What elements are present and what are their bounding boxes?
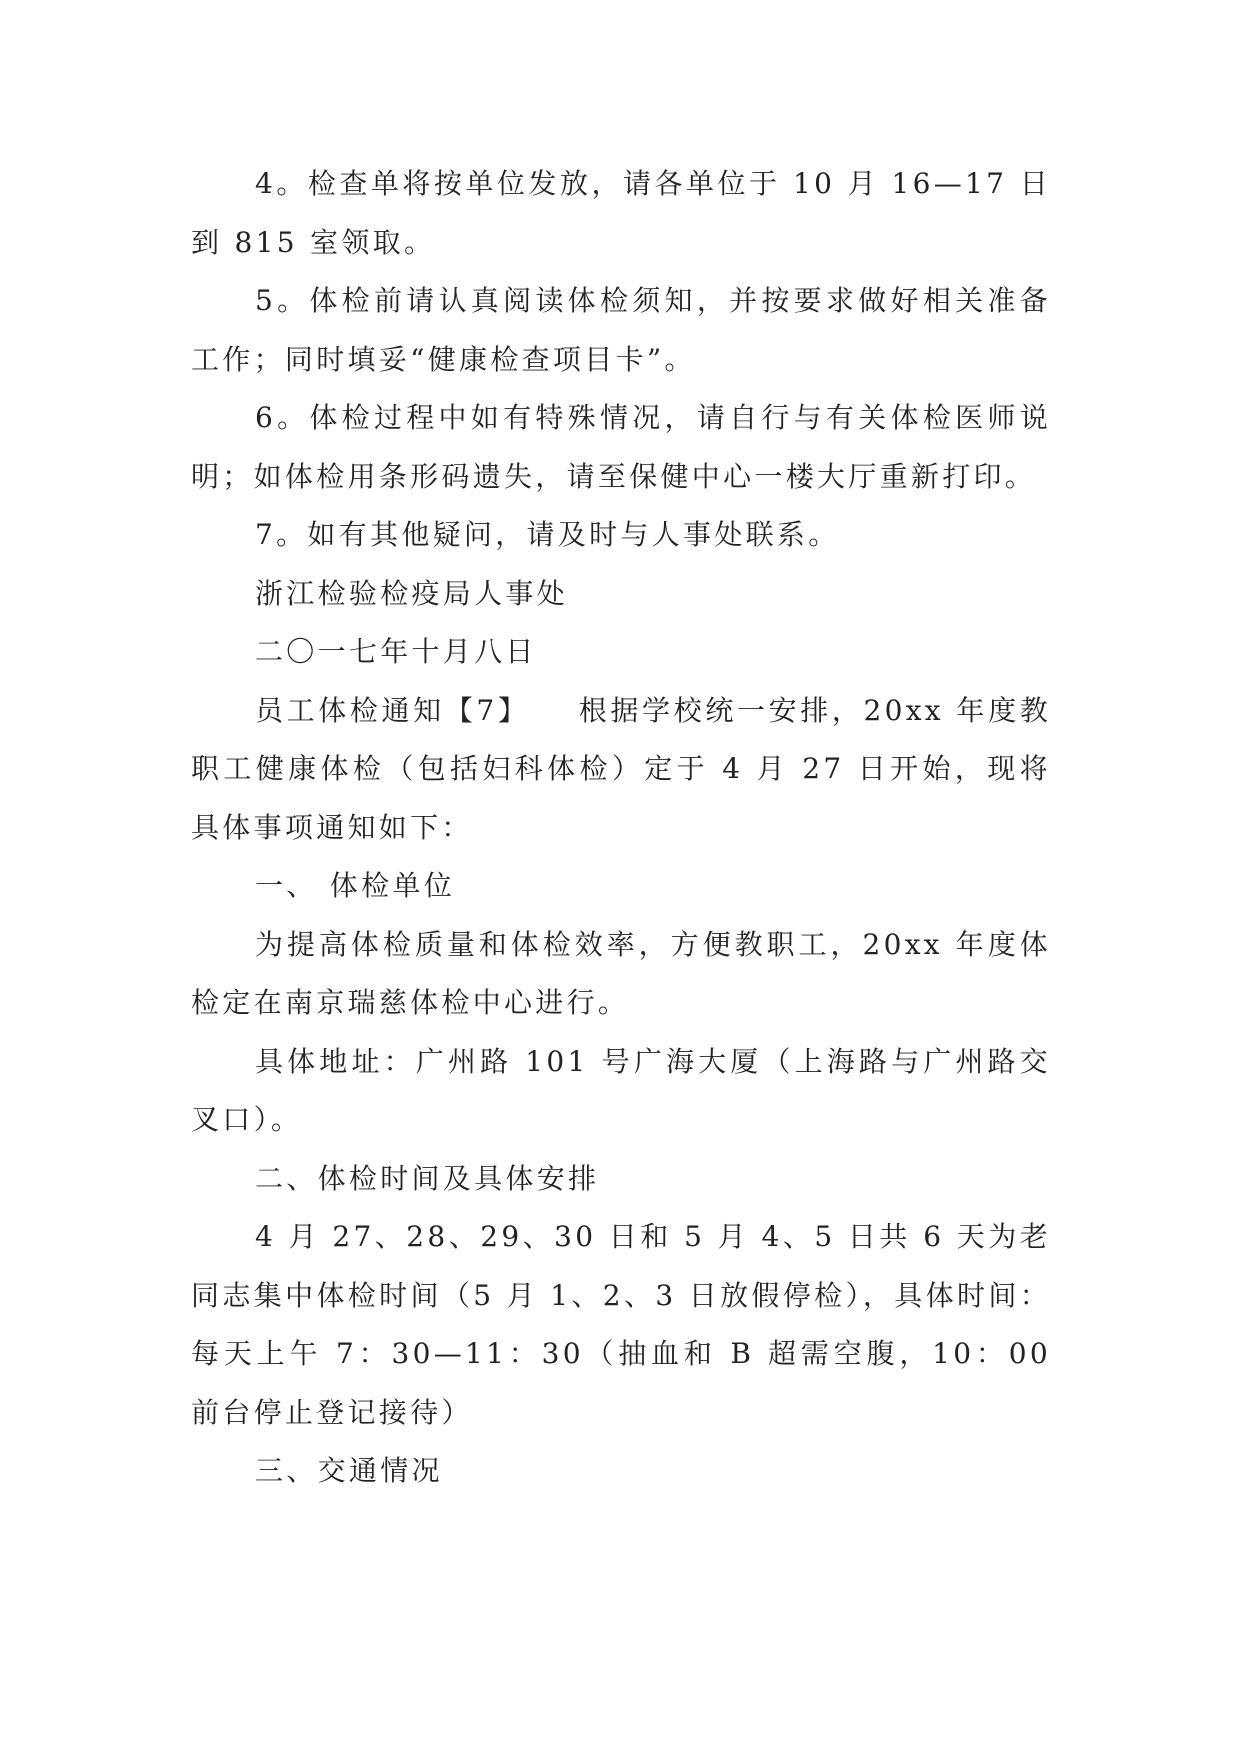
paragraph-item-6: 6。体检过程中如有特殊情况，请自行与有关体检医师说明；如体检用条形码遗失，请至保健中心一楼大厅重新打印。 xyxy=(191,401,1051,493)
notice-intro: 员工体检通知【7】 根据学校统一安排，20xx 年度教职工健康体检（包括妇科体检）定于 4 月 27 日开始，现将具体事项通知如下： xyxy=(191,693,1051,844)
paragraph-item-5: 5。体检前请认真阅读体检须知，并按要求做好相关准备工作；同时填妥“健康检查项目卡”。 xyxy=(191,284,1051,376)
section-heading-3: 三、交通情况 xyxy=(255,1454,443,1487)
section-1-body: 为提高体检质量和体检效率，方便教职工，20xx 年度体检定在南京瑞慈体检中心进行。 xyxy=(191,927,1051,1019)
section-heading-1: 一、 体检单位 xyxy=(255,869,456,902)
address-line: 具体地址：广州路 101 号广海大厦（上海路与广州路交叉口）。 xyxy=(191,1044,1051,1136)
issuer-name: 浙江检验检疫局人事处 xyxy=(255,576,569,610)
document-body xyxy=(191,155,1064,1501)
paragraph-item-4: 4。检查单将按单位发放，请各单位于 10 月 16—17 日到 815 室领取。 xyxy=(191,167,1051,259)
issue-date: 二〇一七年十月八日 xyxy=(255,635,537,668)
section-heading-2: 二、体检时间及具体安排 xyxy=(255,1161,600,1195)
section-2-body: 4 月 27、28、29、30 日和 5 月 4、5 日共 6 天为老同志集中体检时间（5 月 1、2、3 日放假停检），具体时间：每天上午 7：30—11：30（抽血和 B 超需空腹，10：00 前台停止登记接待） xyxy=(191,1220,1064,1429)
paragraph-item-7: 7。如有其他疑问，请及时与人事处联系。 xyxy=(255,518,840,551)
